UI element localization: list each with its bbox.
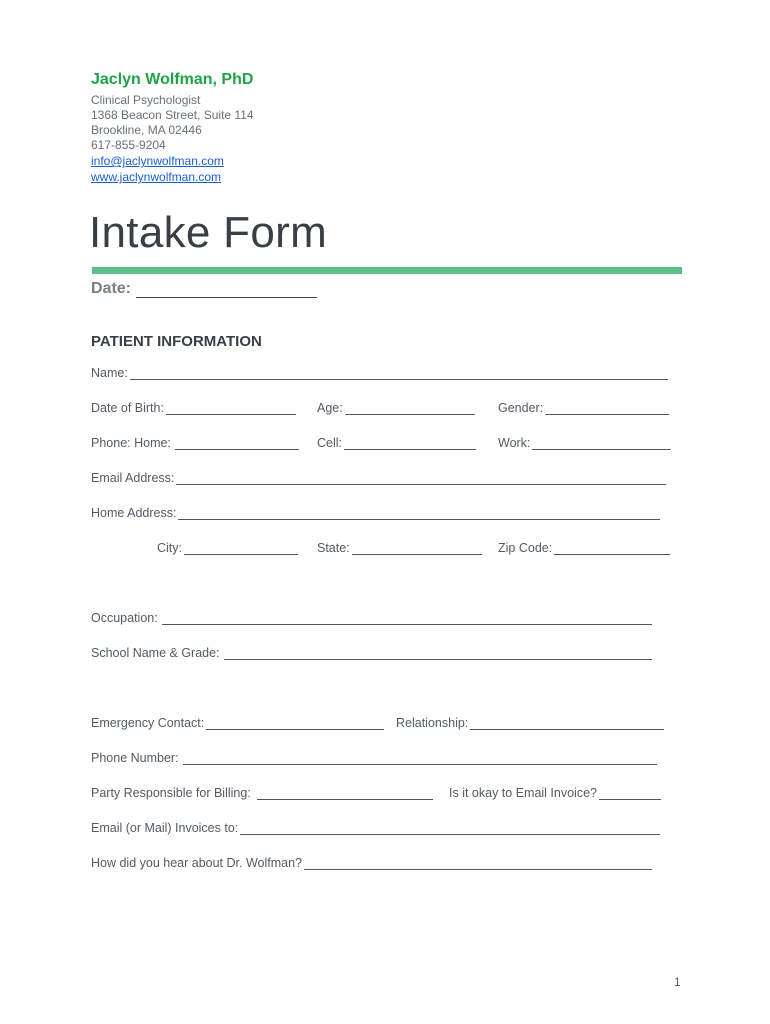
email-label: Email Address: [91,471,175,485]
invoices-to-field[interactable] [91,821,660,835]
dob-label: Date of Birth: [91,401,164,415]
home-address-field[interactable] [91,506,660,520]
page-number: 1 [674,975,681,989]
emergency-contact-label: Emergency Contact: [91,716,205,730]
zip-label: Zip Code: [498,541,553,555]
school-line[interactable] [224,647,652,660]
gender-line[interactable] [545,402,669,415]
date-field-line[interactable] [136,297,317,298]
dob-field[interactable] [91,401,296,415]
school-field[interactable] [91,646,652,660]
emergency-contact-line[interactable] [206,717,384,730]
phone-home-label: Phone: Home: [91,436,171,450]
occupation-label: Occupation: [91,611,158,625]
practitioner-name: Jaclyn Wolfman, PhD [91,71,254,88]
city-line[interactable] [184,542,298,555]
title-divider [92,267,682,274]
website-link[interactable]: www.jaclynwolfman.com [91,170,222,184]
referral-field[interactable] [91,856,652,870]
city-field[interactable] [157,541,298,555]
email-field[interactable] [91,471,666,485]
billing-label: Party Responsible for Billing: [91,786,251,800]
zip-line[interactable] [554,542,670,555]
referral-line[interactable] [304,857,652,870]
work-field[interactable] [498,436,671,450]
work-label: Work: [498,436,531,450]
dob-line[interactable] [166,402,296,415]
relationship-line[interactable] [470,717,664,730]
cell-field[interactable] [317,436,476,450]
home-address-line[interactable] [178,507,660,520]
referral-label: How did you hear about Dr. Wolfman? [91,856,302,870]
name-line[interactable] [130,367,668,380]
school-label: School Name & Grade: [91,646,220,660]
gender-field[interactable] [498,401,669,415]
cell-line[interactable] [344,437,476,450]
email-link[interactable]: info@jaclynwolfman.com [91,154,224,168]
phone-home-field[interactable] [91,436,299,450]
home-address-label: Home Address: [91,506,177,520]
relationship-field[interactable] [396,716,664,730]
age-field[interactable] [317,401,475,415]
age-label: Age: [317,401,343,415]
work-line[interactable] [532,437,671,450]
occupation-line[interactable] [162,612,652,625]
gender-label: Gender: [498,401,544,415]
invoices-to-line[interactable] [240,822,660,835]
name-field[interactable] [91,366,668,380]
invoices-to-label: Email (or Mail) Invoices to: [91,821,239,835]
email-invoice-field[interactable] [449,786,661,800]
occupation-field[interactable] [91,611,652,625]
name-label: Name: [91,366,128,380]
state-field[interactable] [317,541,482,555]
state-label: State: [317,541,350,555]
email-line[interactable] [176,472,666,485]
address-line-1: 1368 Beacon Street, Suite 114 [91,108,254,122]
phone-home-line[interactable] [175,437,299,450]
state-line[interactable] [352,542,482,555]
form-title: Intake Form [89,208,328,257]
email-invoice-line[interactable] [599,787,661,800]
city-label: City: [157,541,182,555]
relationship-label: Relationship: [396,716,469,730]
email-invoice-label: Is it okay to Email Invoice? [449,786,597,800]
section-title: PATIENT INFORMATION [91,333,262,350]
phone-number-line[interactable] [183,752,657,765]
phone-number: 617-855-9204 [91,138,166,152]
date-label: Date: [91,280,132,297]
cell-label: Cell: [317,436,343,450]
phone-number-field[interactable] [91,751,657,765]
billing-field[interactable] [91,786,433,800]
age-line[interactable] [345,402,475,415]
address-line-2: Brookline, MA 02446 [91,123,202,137]
phone-number-label: Phone Number: [91,751,179,765]
zip-field[interactable] [498,541,670,555]
billing-line[interactable] [257,787,433,800]
practitioner-title: Clinical Psychologist [91,93,201,107]
emergency-contact-field[interactable] [91,716,384,730]
